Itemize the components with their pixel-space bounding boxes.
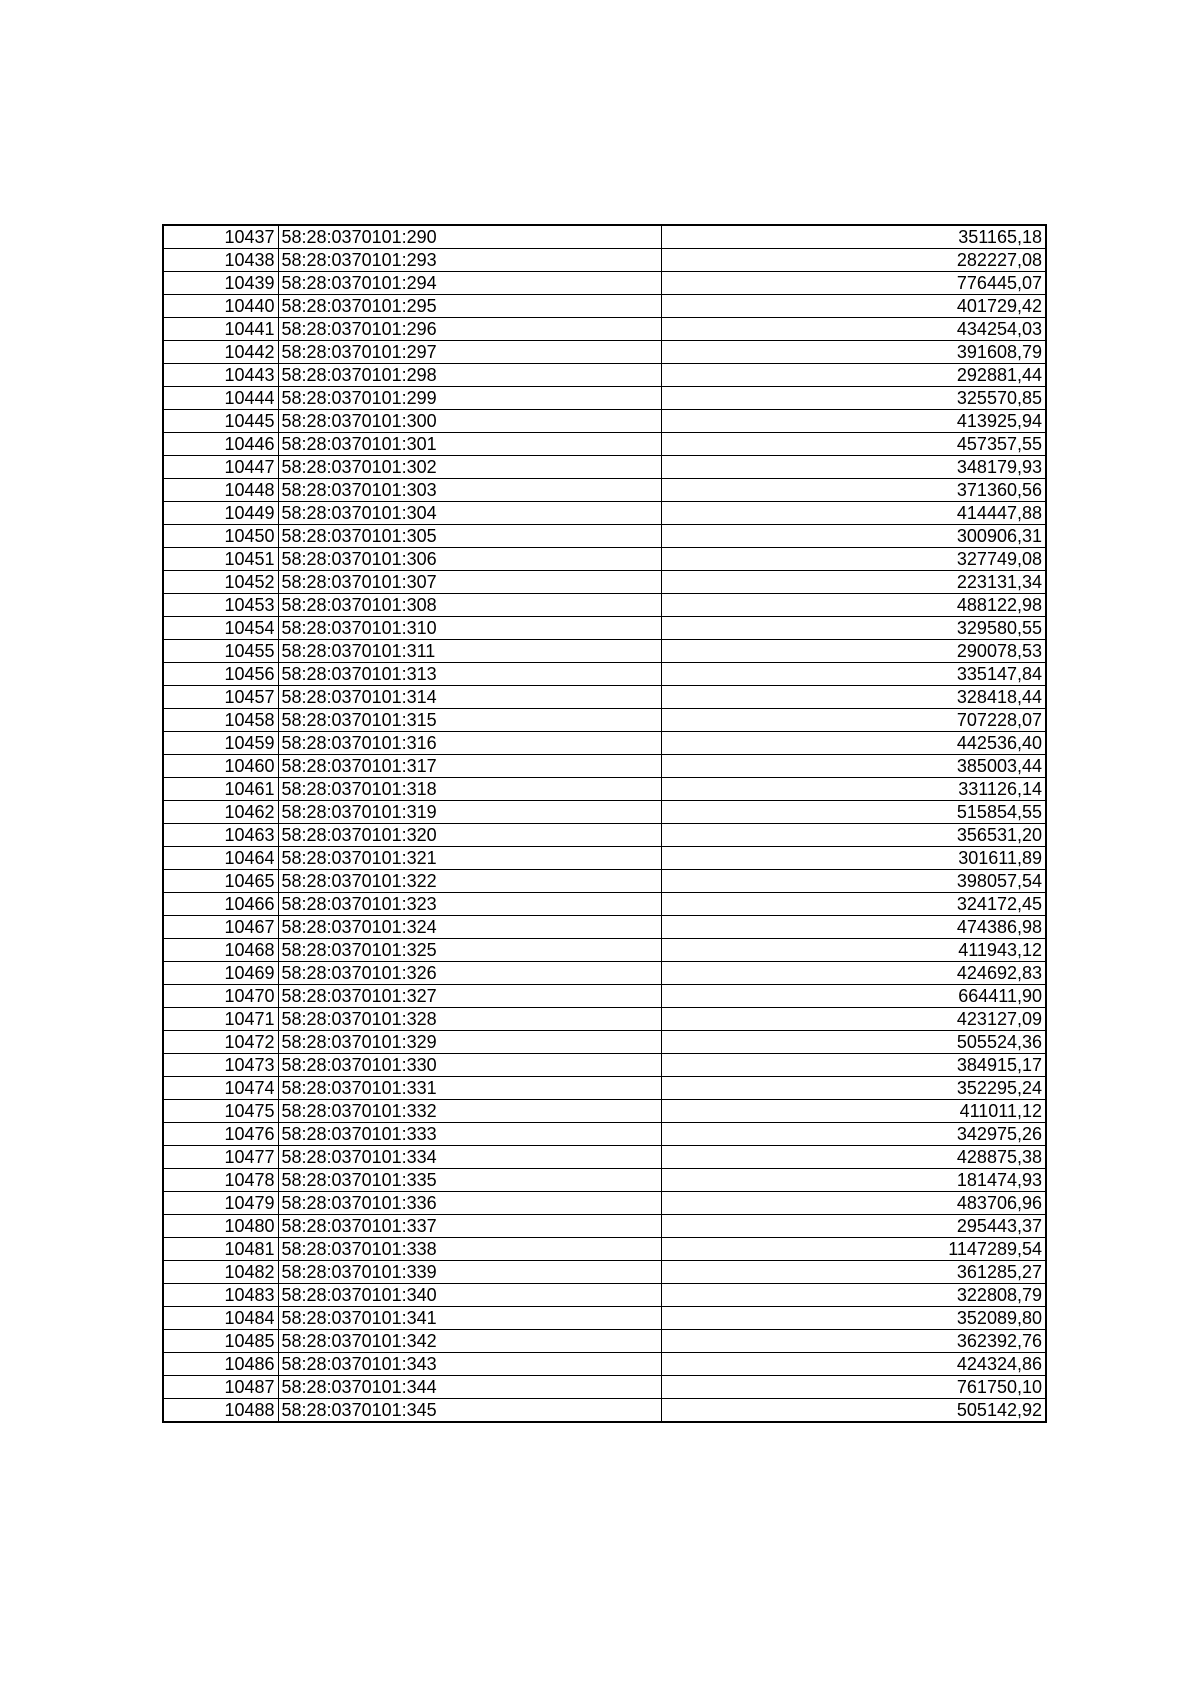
cadastral-value-cell: 352295,24 — [661, 1077, 1046, 1100]
cadastral-number-cell: 58:28:0370101:311 — [278, 640, 661, 663]
table-row — [163, 1353, 1046, 1376]
cadastral-value-cell: 282227,08 — [661, 249, 1046, 272]
cadastral-number-cell: 58:28:0370101:314 — [278, 686, 661, 709]
row-number-cell: 10472 — [163, 1031, 278, 1054]
cadastral-value-cell: 761750,10 — [661, 1376, 1046, 1399]
row-number-cell: 10437 — [163, 225, 278, 249]
row-number-cell: 10477 — [163, 1146, 278, 1169]
row-number-cell: 10468 — [163, 939, 278, 962]
cadastral-value-cell: 505142,92 — [661, 1399, 1046, 1423]
cadastral-number-cell: 58:28:0370101:319 — [278, 801, 661, 824]
row-number-cell: 10456 — [163, 663, 278, 686]
row-number-cell: 10442 — [163, 341, 278, 364]
table-row — [163, 1169, 1046, 1192]
cadastral-number-cell: 58:28:0370101:320 — [278, 824, 661, 847]
table-row — [163, 640, 1046, 663]
cadastral-number-cell: 58:28:0370101:308 — [278, 594, 661, 617]
cadastral-number-cell: 58:28:0370101:306 — [278, 548, 661, 571]
cadastral-value-cell: 401729,42 — [661, 295, 1046, 318]
cadastral-value-cell: 301611,89 — [661, 847, 1046, 870]
row-number-cell: 10469 — [163, 962, 278, 985]
cadastral-value-cell: 325570,85 — [661, 387, 1046, 410]
table-row — [163, 1330, 1046, 1353]
row-number-cell: 10471 — [163, 1008, 278, 1031]
table-row — [163, 939, 1046, 962]
row-number-cell: 10455 — [163, 640, 278, 663]
cadastral-number-cell: 58:28:0370101:329 — [278, 1031, 661, 1054]
table-row — [163, 962, 1046, 985]
cadastral-number-cell: 58:28:0370101:340 — [278, 1284, 661, 1307]
table-row — [163, 1215, 1046, 1238]
table-row — [163, 249, 1046, 272]
cadastral-value-cell: 1147289,54 — [661, 1238, 1046, 1261]
cadastral-value-cell: 290078,53 — [661, 640, 1046, 663]
row-number-cell: 10447 — [163, 456, 278, 479]
cadastral-number-cell: 58:28:0370101:321 — [278, 847, 661, 870]
cadastral-value-cell: 474386,98 — [661, 916, 1046, 939]
row-number-cell: 10483 — [163, 1284, 278, 1307]
table-row — [163, 732, 1046, 755]
cadastral-number-cell: 58:28:0370101:344 — [278, 1376, 661, 1399]
table-row — [163, 479, 1046, 502]
cadastral-number-cell: 58:28:0370101:342 — [278, 1330, 661, 1353]
table-row — [163, 295, 1046, 318]
cadastral-value-cell: 434254,03 — [661, 318, 1046, 341]
table-row — [163, 778, 1046, 801]
row-number-cell: 10467 — [163, 916, 278, 939]
cadastral-value-cell: 457357,55 — [661, 433, 1046, 456]
row-number-cell: 10479 — [163, 1192, 278, 1215]
row-number-cell: 10462 — [163, 801, 278, 824]
cadastral-number-cell: 58:28:0370101:296 — [278, 318, 661, 341]
table-row — [163, 755, 1046, 778]
cadastral-value-cell: 414447,88 — [661, 502, 1046, 525]
cadastral-number-cell: 58:28:0370101:304 — [278, 502, 661, 525]
cadastral-number-cell: 58:28:0370101:339 — [278, 1261, 661, 1284]
cadastral-number-cell: 58:28:0370101:328 — [278, 1008, 661, 1031]
cadastral-number-cell: 58:28:0370101:334 — [278, 1146, 661, 1169]
row-number-cell: 10473 — [163, 1054, 278, 1077]
row-number-cell: 10465 — [163, 870, 278, 893]
cadastral-number-cell: 58:28:0370101:317 — [278, 755, 661, 778]
table-row — [163, 548, 1046, 571]
table-row — [163, 985, 1046, 1008]
cadastral-value-cell: 398057,54 — [661, 870, 1046, 893]
row-number-cell: 10478 — [163, 1169, 278, 1192]
table-row — [163, 1376, 1046, 1399]
cadastral-value-cell: 361285,27 — [661, 1261, 1046, 1284]
table-row — [163, 1238, 1046, 1261]
table-row — [163, 709, 1046, 732]
table-row — [163, 525, 1046, 548]
row-number-cell: 10449 — [163, 502, 278, 525]
table-row — [163, 1399, 1046, 1423]
row-number-cell: 10439 — [163, 272, 278, 295]
row-number-cell: 10475 — [163, 1100, 278, 1123]
cadastral-value-cell: 488122,98 — [661, 594, 1046, 617]
cadastral-value-cell: 371360,56 — [661, 479, 1046, 502]
cadastral-value-cell: 292881,44 — [661, 364, 1046, 387]
row-number-cell: 10482 — [163, 1261, 278, 1284]
row-number-cell: 10441 — [163, 318, 278, 341]
cadastral-value-table — [162, 224, 1047, 1423]
cadastral-value-cell: 181474,93 — [661, 1169, 1046, 1192]
row-number-cell: 10438 — [163, 249, 278, 272]
table-row — [163, 410, 1046, 433]
cadastral-number-cell: 58:28:0370101:327 — [278, 985, 661, 1008]
table-row — [163, 272, 1046, 295]
cadastral-value-cell: 423127,09 — [661, 1008, 1046, 1031]
table-row — [163, 686, 1046, 709]
cadastral-number-cell: 58:28:0370101:302 — [278, 456, 661, 479]
cadastral-value-cell: 335147,84 — [661, 663, 1046, 686]
table-row — [163, 364, 1046, 387]
table-row — [163, 847, 1046, 870]
cadastral-value-cell: 428875,38 — [661, 1146, 1046, 1169]
table-row — [163, 1284, 1046, 1307]
cadastral-value-cell: 327749,08 — [661, 548, 1046, 571]
row-number-cell: 10445 — [163, 410, 278, 433]
row-number-cell: 10444 — [163, 387, 278, 410]
cadastral-number-cell: 58:28:0370101:322 — [278, 870, 661, 893]
table-row — [163, 387, 1046, 410]
row-number-cell: 10480 — [163, 1215, 278, 1238]
cadastral-value-cell: 351165,18 — [661, 225, 1046, 249]
cadastral-value-cell: 707228,07 — [661, 709, 1046, 732]
cadastral-value-cell: 391608,79 — [661, 341, 1046, 364]
cadastral-number-cell: 58:28:0370101:297 — [278, 341, 661, 364]
table-row — [163, 870, 1046, 893]
cadastral-value-cell: 483706,96 — [661, 1192, 1046, 1215]
cadastral-number-cell: 58:28:0370101:294 — [278, 272, 661, 295]
table-row — [163, 433, 1046, 456]
table-body — [163, 225, 1046, 1422]
cadastral-number-cell: 58:28:0370101:315 — [278, 709, 661, 732]
table-row — [163, 225, 1046, 249]
row-number-cell: 10457 — [163, 686, 278, 709]
row-number-cell: 10452 — [163, 571, 278, 594]
row-number-cell: 10446 — [163, 433, 278, 456]
cadastral-number-cell: 58:28:0370101:307 — [278, 571, 661, 594]
table-row — [163, 502, 1046, 525]
table-row — [163, 893, 1046, 916]
cadastral-number-cell: 58:28:0370101:305 — [278, 525, 661, 548]
cadastral-value-cell: 664411,90 — [661, 985, 1046, 1008]
cadastral-number-cell: 58:28:0370101:337 — [278, 1215, 661, 1238]
cadastral-number-cell: 58:28:0370101:326 — [278, 962, 661, 985]
cadastral-value-cell: 515854,55 — [661, 801, 1046, 824]
row-number-cell: 10443 — [163, 364, 278, 387]
row-number-cell: 10461 — [163, 778, 278, 801]
cadastral-number-cell: 58:28:0370101:301 — [278, 433, 661, 456]
cadastral-value-cell: 442536,40 — [661, 732, 1046, 755]
cadastral-number-cell: 58:28:0370101:293 — [278, 249, 661, 272]
cadastral-value-cell: 411943,12 — [661, 939, 1046, 962]
table-row — [163, 1054, 1046, 1077]
cadastral-number-cell: 58:28:0370101:295 — [278, 295, 661, 318]
cadastral-number-cell: 58:28:0370101:330 — [278, 1054, 661, 1077]
cadastral-number-cell: 58:28:0370101:303 — [278, 479, 661, 502]
cadastral-value-cell: 385003,44 — [661, 755, 1046, 778]
row-number-cell: 10451 — [163, 548, 278, 571]
cadastral-value-cell: 352089,80 — [661, 1307, 1046, 1330]
row-number-cell: 10458 — [163, 709, 278, 732]
cadastral-number-cell: 58:28:0370101:331 — [278, 1077, 661, 1100]
cadastral-value-cell: 348179,93 — [661, 456, 1046, 479]
cadastral-value-cell: 331126,14 — [661, 778, 1046, 801]
row-number-cell: 10487 — [163, 1376, 278, 1399]
cadastral-number-cell: 58:28:0370101:299 — [278, 387, 661, 410]
table-row — [163, 824, 1046, 847]
cadastral-value-cell: 295443,37 — [661, 1215, 1046, 1238]
cadastral-number-cell: 58:28:0370101:290 — [278, 225, 661, 249]
table-row — [163, 1192, 1046, 1215]
table-row — [163, 916, 1046, 939]
cadastral-value-cell: 342975,26 — [661, 1123, 1046, 1146]
cadastral-number-cell: 58:28:0370101:313 — [278, 663, 661, 686]
cadastral-value-cell: 424692,83 — [661, 962, 1046, 985]
cadastral-number-cell: 58:28:0370101:333 — [278, 1123, 661, 1146]
cadastral-number-cell: 58:28:0370101:343 — [278, 1353, 661, 1376]
table-row — [163, 1307, 1046, 1330]
cadastral-number-cell: 58:28:0370101:323 — [278, 893, 661, 916]
cadastral-value-cell: 413925,94 — [661, 410, 1046, 433]
table-row — [163, 1008, 1046, 1031]
table-row — [163, 1031, 1046, 1054]
cadastral-value-cell: 223131,34 — [661, 571, 1046, 594]
row-number-cell: 10464 — [163, 847, 278, 870]
row-number-cell: 10481 — [163, 1238, 278, 1261]
cadastral-number-cell: 58:28:0370101:310 — [278, 617, 661, 640]
row-number-cell: 10453 — [163, 594, 278, 617]
cadastral-value-cell: 362392,76 — [661, 1330, 1046, 1353]
cadastral-number-cell: 58:28:0370101:318 — [278, 778, 661, 801]
cadastral-number-cell: 58:28:0370101:345 — [278, 1399, 661, 1423]
row-number-cell: 10463 — [163, 824, 278, 847]
row-number-cell: 10488 — [163, 1399, 278, 1423]
cadastral-number-cell: 58:28:0370101:332 — [278, 1100, 661, 1123]
row-number-cell: 10466 — [163, 893, 278, 916]
cadastral-number-cell: 58:28:0370101:338 — [278, 1238, 661, 1261]
cadastral-value-cell: 505524,36 — [661, 1031, 1046, 1054]
table-row — [163, 1261, 1046, 1284]
table-row — [163, 1077, 1046, 1100]
cadastral-value-cell: 329580,55 — [661, 617, 1046, 640]
row-number-cell: 10474 — [163, 1077, 278, 1100]
row-number-cell: 10440 — [163, 295, 278, 318]
table-row — [163, 456, 1046, 479]
row-number-cell: 10470 — [163, 985, 278, 1008]
cadastral-number-cell: 58:28:0370101:300 — [278, 410, 661, 433]
table-row — [163, 663, 1046, 686]
table-row — [163, 571, 1046, 594]
table-row — [163, 1100, 1046, 1123]
row-number-cell: 10476 — [163, 1123, 278, 1146]
cadastral-number-cell: 58:28:0370101:325 — [278, 939, 661, 962]
cadastral-value-cell: 300906,31 — [661, 525, 1046, 548]
table-row — [163, 1123, 1046, 1146]
cadastral-value-cell: 424324,86 — [661, 1353, 1046, 1376]
cadastral-value-cell: 322808,79 — [661, 1284, 1046, 1307]
cadastral-value-cell: 324172,45 — [661, 893, 1046, 916]
row-number-cell: 10485 — [163, 1330, 278, 1353]
cadastral-value-cell: 328418,44 — [661, 686, 1046, 709]
row-number-cell: 10459 — [163, 732, 278, 755]
table-row — [163, 1146, 1046, 1169]
cadastral-number-cell: 58:28:0370101:298 — [278, 364, 661, 387]
table-row — [163, 594, 1046, 617]
cadastral-value-cell: 384915,17 — [661, 1054, 1046, 1077]
cadastral-number-cell: 58:28:0370101:324 — [278, 916, 661, 939]
cadastral-number-cell: 58:28:0370101:316 — [278, 732, 661, 755]
cadastral-number-cell: 58:28:0370101:336 — [278, 1192, 661, 1215]
table-row — [163, 341, 1046, 364]
table-row — [163, 801, 1046, 824]
cadastral-value-cell: 356531,20 — [661, 824, 1046, 847]
table-row — [163, 617, 1046, 640]
cadastral-number-cell: 58:28:0370101:335 — [278, 1169, 661, 1192]
row-number-cell: 10460 — [163, 755, 278, 778]
table-row — [163, 318, 1046, 341]
cadastral-number-cell: 58:28:0370101:341 — [278, 1307, 661, 1330]
row-number-cell: 10448 — [163, 479, 278, 502]
row-number-cell: 10454 — [163, 617, 278, 640]
cadastral-value-cell: 411011,12 — [661, 1100, 1046, 1123]
row-number-cell: 10450 — [163, 525, 278, 548]
row-number-cell: 10486 — [163, 1353, 278, 1376]
row-number-cell: 10484 — [163, 1307, 278, 1330]
cadastral-value-cell: 776445,07 — [661, 272, 1046, 295]
